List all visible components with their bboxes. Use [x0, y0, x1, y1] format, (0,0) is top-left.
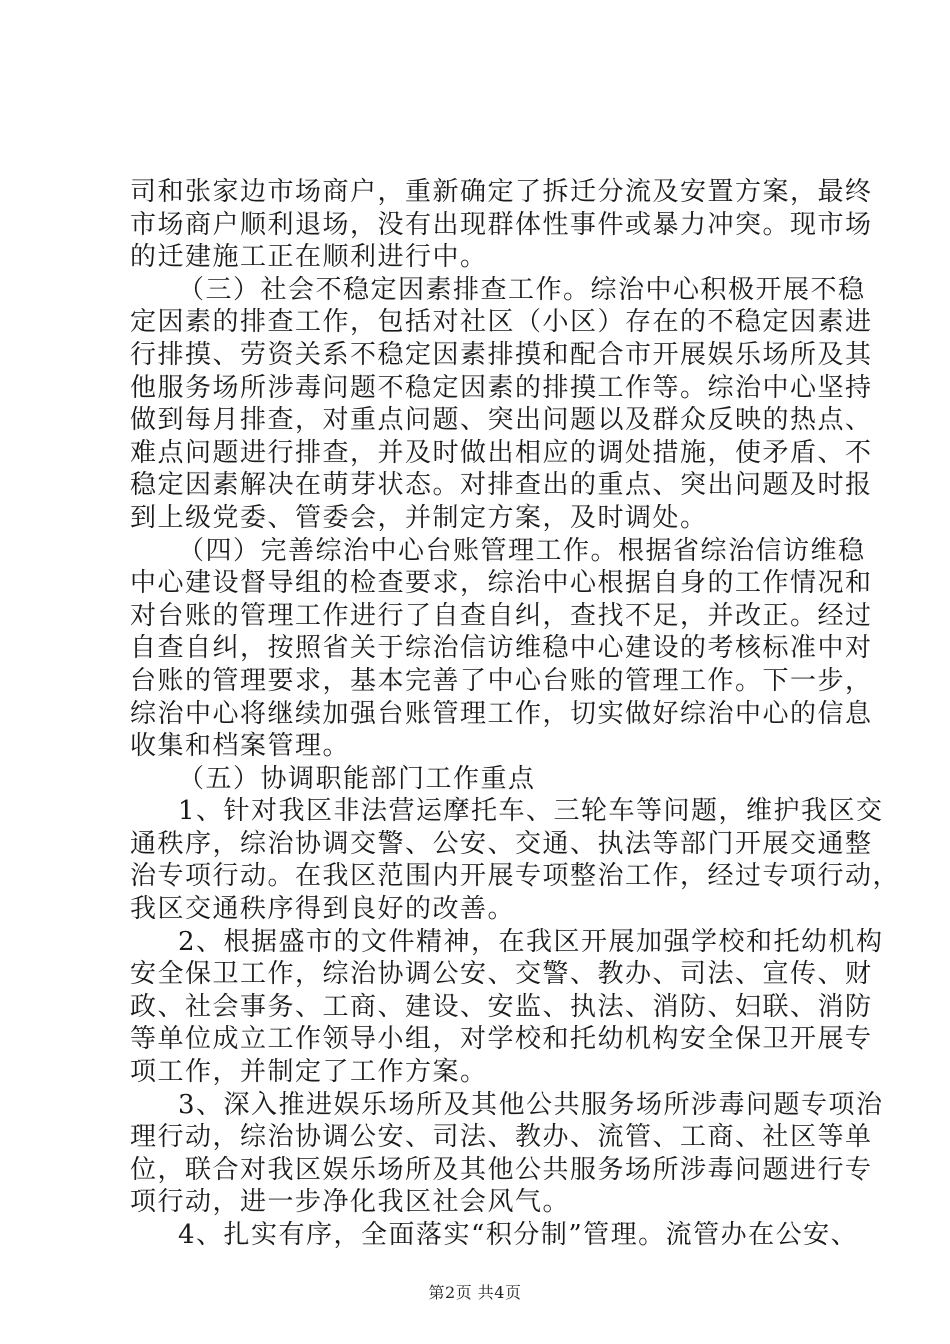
numbered-item-line: 4、扎实有序，全面落实“积分制”管理。流管办在公安、 — [178, 1220, 859, 1250]
text-line: 安全保卫工作，综治协调公安、交警、教办、司法、宣传、财 — [130, 959, 873, 990]
numbered-item-line: 2、根据盛市的文件精神，在我区开展加强学校和托幼机构 — [178, 926, 884, 957]
text-line: 收集和档案管理。 — [130, 731, 351, 762]
text-line: 通秩序，综治协调交警、公安、交通、执法等部门开展交通整 — [130, 828, 873, 859]
document-body — [130, 176, 901, 1252]
section-heading-line: （四）完善综治中心台账管理工作。根据省综治信访维稳 — [178, 535, 866, 566]
page-number-footer: 第2页 共4页 — [428, 1283, 522, 1302]
text-line: 政、社会事务、工商、建设、安监、执法、消防、妇联、消防 — [130, 991, 873, 1022]
text-line: 等单位成立工作领导小组，对学校和托幼机构安全保卫开展专 — [130, 1024, 873, 1055]
section-heading-line: （三）社会不稳定因素排查工作。综治中心积极开展不稳 — [178, 274, 866, 305]
text-line: 理行动，综治协调公安、司法、教办、流管、工商、社区等单 — [130, 1122, 873, 1153]
text-line: 自查自纠，按照省关于综治信访维稳中心建设的考核标准中对 — [130, 633, 873, 664]
text-line: 台账的管理要求，基本完善了中心台账的管理工作。下一步， — [130, 665, 873, 696]
text-line: 他服务场所涉毒问题不稳定因素的排摸工作等。综治中心坚持 — [130, 372, 873, 403]
text-line: 我区交通秩序得到良好的改善。 — [130, 894, 516, 925]
text-line: 对台账的管理工作进行了自查自纠，查找不足，并改正。经过 — [130, 600, 873, 631]
text-line: 难点问题进行排查，并及时做出相应的调处措施，使矛盾、不 — [130, 437, 873, 468]
numbered-item-line: 1、针对我区非法营运摩托车、三轮车等问题，维护我区交 — [178, 796, 884, 827]
text-line: 治专项行动。在我区范围内开展专项整治工作，经过专项行动， — [130, 861, 901, 892]
text-line: 项工作，并制定了工作方案。 — [130, 1057, 488, 1088]
numbered-item-line: 3、深入推进娱乐场所及其他公共服务场所涉毒问题专项治 — [178, 1089, 884, 1120]
text-line: 中心建设督导组的检查要求，综治中心根据自身的工作情况和 — [130, 568, 873, 599]
text-line: 位，联合对我区娱乐场所及其他公共服务场所涉毒问题进行专 — [130, 1154, 873, 1185]
text-line: 的迁建施工正在顺利进行中。 — [130, 242, 488, 273]
text-line: 定因素的排查工作，包括对社区（小区）存在的不稳定因素进 — [130, 307, 873, 338]
text-line: 稳定因素解决在萌芽状态。对排查出的重点、突出问题及时报 — [130, 470, 873, 501]
text-line: 综治中心将继续加强台账管理工作，切实做好综治中心的信息 — [130, 698, 873, 729]
text-line: 做到每月排查，对重点问题、突出问题以及群众反映的热点、 — [130, 405, 873, 436]
text-line: 项行动，进一步净化我区社会风气。 — [130, 1187, 571, 1218]
text-line: 行排摸、劳资关系不稳定因素排摸和配合市开展娱乐场所及其 — [130, 339, 873, 370]
text-line: 到上级党委、管委会，并制定方案，及时调处。 — [130, 502, 708, 533]
text-line: 市场商户顺利退场，没有出现群体性事件或暴力冲突。现市场 — [130, 209, 873, 240]
section-heading-line: （五）协调职能部门工作重点 — [178, 763, 536, 794]
text-line: 司和张家边市场商户，重新确定了拆迁分流及安置方案，最终 — [130, 177, 873, 207]
